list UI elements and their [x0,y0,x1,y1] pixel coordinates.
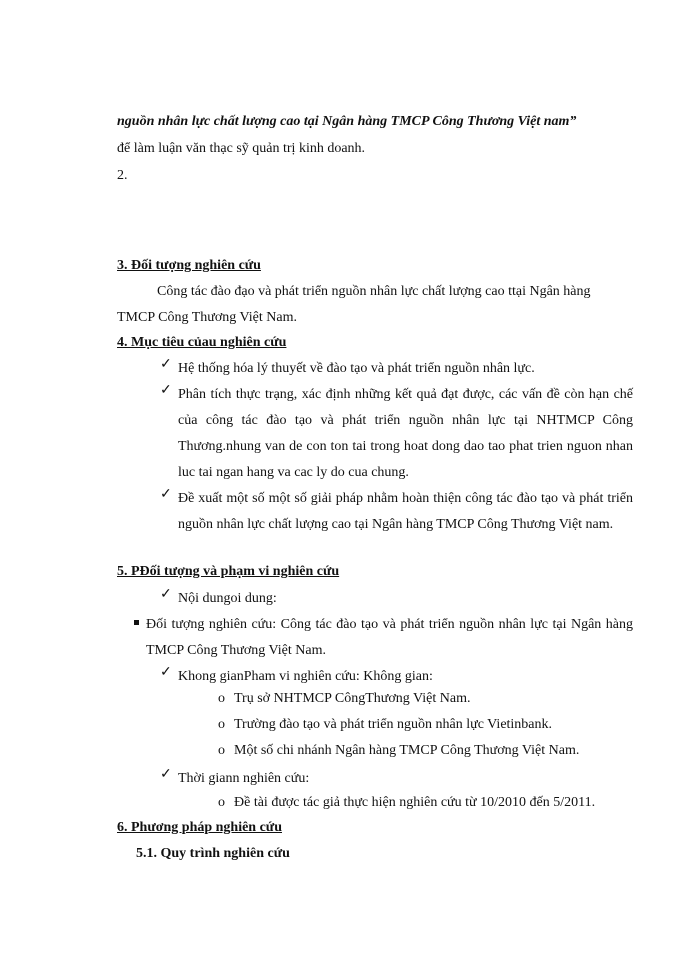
space-subitem-text: Trụ sở NHTMCP CôngThương Việt Nam. [234,691,471,706]
check-icon: ✓ [160,767,172,782]
section-3-heading: 3. Đối tượng nghiên cứu [117,258,261,273]
content-label-text: Nội dungoi dung: [178,591,277,606]
objective-item [160,356,633,382]
space-label-item [160,664,633,690]
check-icon: ✓ [160,587,172,602]
section-3-para-line2: TMCP Công Thương Việt Nam. [117,310,297,325]
check-icon: ✓ [160,665,172,680]
check-icon: ✓ [160,487,172,502]
circle-bullet-icon: o [218,743,225,758]
object-text: Đối tượng nghiên cứu: Công tác đào tạo và phát triển nguồn nhân lực tại Ngân hàng TMCP Công Thương Việt Nam. [146,617,633,658]
check-icon: ✓ [160,357,172,372]
time-subitem-text: Đề tài được tác giả thực hiện nghiên cứu từ 10/2010 đến 5/2011. [234,795,596,810]
objective-text: Phân tích thực trạng, xác định những kết quả đạt được, các vấn đề còn hạn chế của công tác đào tạo và phát triển nguồn nhân lực tại NHTMCP Công Thương.nhung van de con ton tai trong hoat dong dao tao phat trien nguon nhan luc tai ngan hang va cac ly do cua chung. [178,387,633,480]
intro-italic-title: nguồn nhân lực chất lượng cao tại Ngân hàng TMCP Công Thương Việt nam” [117,114,577,129]
object-item [134,612,633,664]
objective-item [160,486,633,538]
intro-rest-text: để làm luận văn thạc sỹ quản trị kinh doanh. [117,141,366,156]
section-5-heading: 5. PĐối tượng và phạm vi nghiên cứu [117,564,340,579]
subsection-5-1-heading: 5.1. Quy trình nghiên cứu [136,846,290,861]
time-subitem [218,794,595,812]
check-icon: ✓ [160,383,172,398]
space-subitem-text: Trường đào tạo và phát triển nguồn nhân lực Vietinbank. [234,717,553,732]
objective-text: Hệ thống hóa lý thuyết về đào tạo và phát triển nguồn nhân lực. [178,361,535,376]
circle-bullet-icon: o [218,795,225,810]
space-subitem [218,716,552,734]
time-label-item [160,766,633,792]
section-3-para-line1: Công tác đào đạo và phát triển nguồn nhân lực chất lượng cao ttại Ngân hàng [157,284,591,299]
space-label-text: Khong gianPham vi nghiên cứu: Không gian: [178,669,433,684]
circle-bullet-icon: o [218,717,225,732]
square-bullet-icon [134,620,139,625]
objective-text: Đề xuất một số một số giải pháp nhằm hoàn thiện công tác đào tạo và phát triển nguồn nhân lực chất lượng cao tại Ngân hàng TMCP Công Thương Việt nam. [178,491,633,532]
content-label-item [160,586,633,612]
section-6-heading: 6. Phương pháp nghiên cứu [117,820,282,835]
section-4-heading: 4. Mục tiêu củau nghiên cứu [117,335,287,350]
space-subitem [218,742,579,760]
space-subitem [218,690,471,708]
circle-bullet-icon: o [218,691,225,706]
time-label-text: Thời giann nghiên cứu: [178,771,310,786]
section-2-number: 2. [117,168,128,183]
space-subitem-text: Một số chi nhánh Ngân hàng TMCP Công Thương Việt Nam. [234,743,580,758]
objective-item [160,382,633,486]
